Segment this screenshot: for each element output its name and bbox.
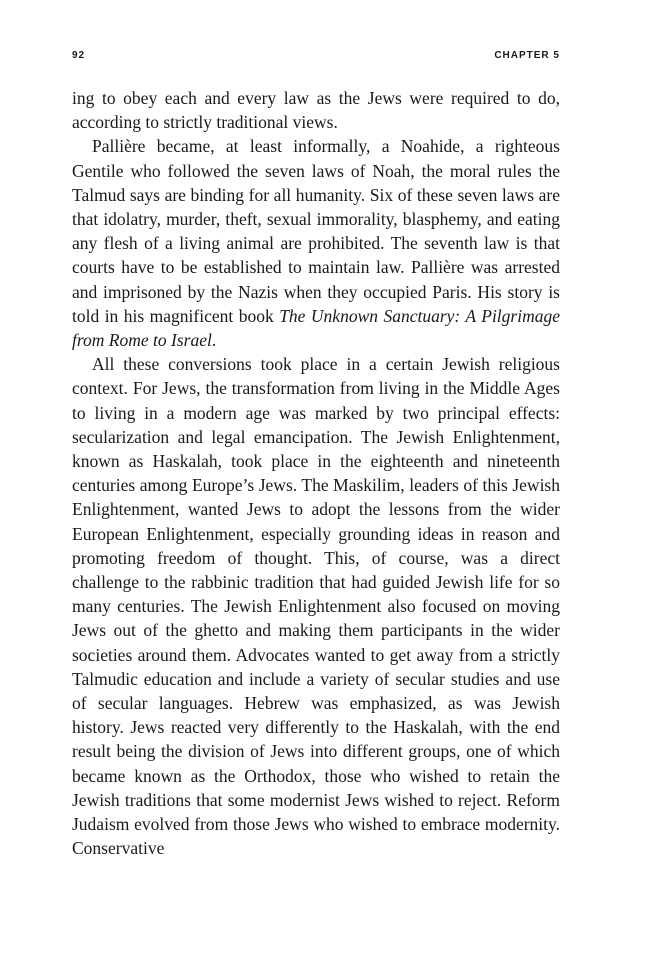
body-text <box>72 86 560 861</box>
chapter-label: CHAPTER 5 <box>494 50 560 61</box>
paragraph-palliere <box>72 134 560 352</box>
book-title: The Unknown Sanctuary: A Pilgrimage from Rome to Israel <box>72 305 560 351</box>
paragraph-haskalah: All these conversions took place in a certain Jewish religious context. For Jews, the transformation from living in the Middle Ages to living in a modern age was marked by two principal effects: secularization and legal emancipation. The Jewish Enlightenment, known as Haskalah, took place in the eighteenth and nineteenth centuries among Europe’s Jews. The Maskilim, leaders of this Jewish Enlightenment, wanted Jews to adopt the lessons from the wider European Enlightenment, especially grounding ideas in reason and promoting freedom of thought. This, of course, was a direct challenge to the rabbinic tradition that had guided Jewish life for so many centuries. The Jewish Enlightenment also focused on moving Jews out of the ghetto and making them participants in the wider societies around them. Advocates wanted to get away from a strictly Talmudic education and include a variety of secular studies and use of secular languages. Hebrew was emphasized, as was Jewish history. Jews reacted very differently to the Haskalah, with the end result being the division of Jews into different groups, one of which became known as the Orthodox, those who wished to retain the Jewish traditions that some modernist Jews wished to reject. Reform Judaism evolved from those Jews who wished to embrace modernity. Conservative <box>72 354 560 859</box>
book-page <box>72 50 560 861</box>
paragraph-text-end: . <box>211 330 217 351</box>
page-number: 92 <box>72 50 86 61</box>
running-head <box>72 50 560 72</box>
paragraph-text: Pallière became, at least informally, a Noahide, a righteous Gentile who followed the seven laws of Noah, the moral rules the Talmud says are binding for all humanity. Six of these seven laws are that idolatry, murder, theft, sexual immorality, blasphemy, and eating any flesh of a living animal are prohibited. The seventh law is that courts have to be established to maintain law. Pallière was arrested and imprisoned by the Nazis when they occupied Paris. His story is told in his magnificent book <box>72 136 560 326</box>
paragraph-continued: ing to obey each and every law as the Jews were required to do, according to strictly traditional views. <box>72 88 560 133</box>
